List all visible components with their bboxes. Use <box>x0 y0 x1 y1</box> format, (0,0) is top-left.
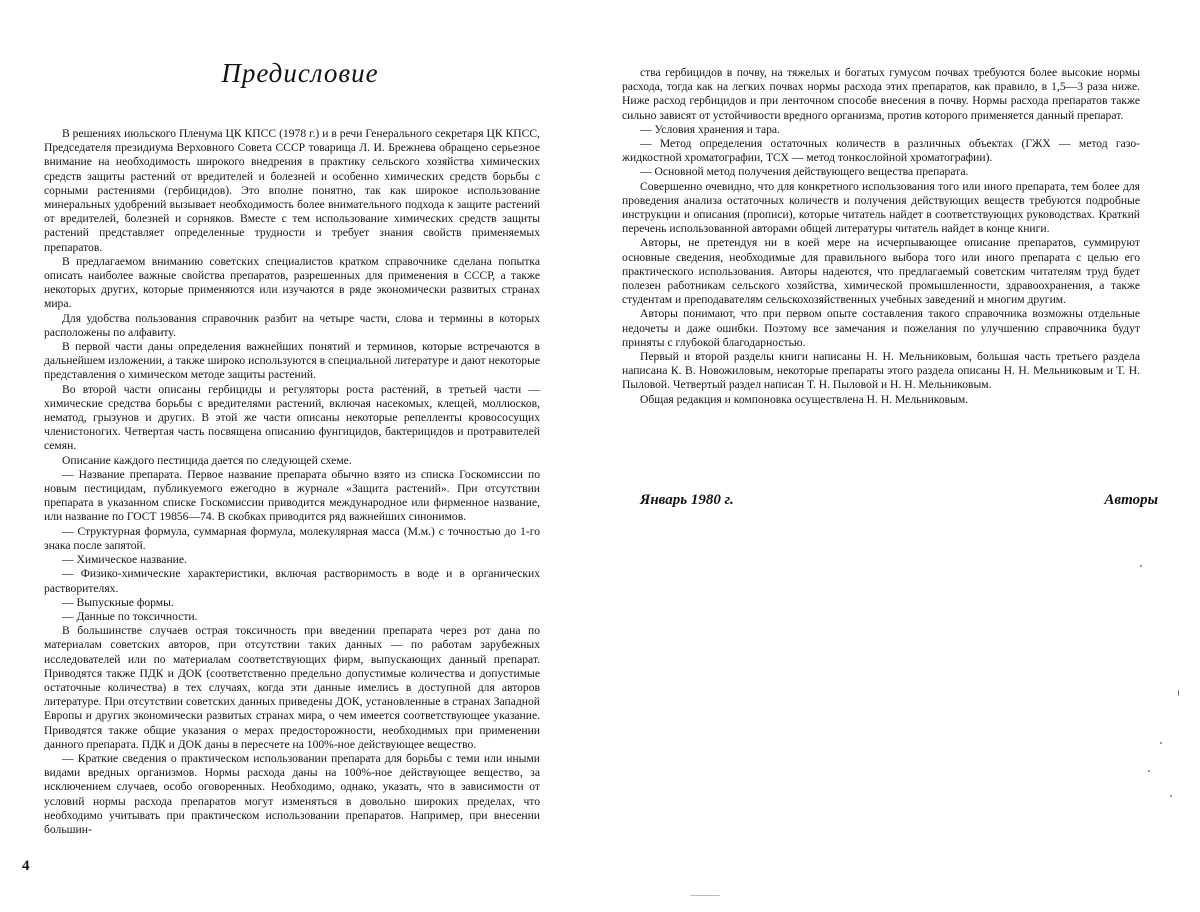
paragraph: Общая редакция и компоновка осуществлена Н. Н. Мельниковым. <box>640 392 969 406</box>
right-text-column <box>622 66 1140 407</box>
paragraph: Совершенно очевидно, что для конкретного использования того или иного препарата, тем более для проведения анализа остаточных количеств и получения действующих веществ требуются подробные инструкции и описания (прописи), которые читатель найдет в соответствующих руководствах. Краткий перечень использованной авторами общей литературы читатель найдет в конце книги. <box>622 179 1140 236</box>
left-text-column <box>44 127 540 837</box>
scan-speck <box>1170 795 1172 797</box>
scan-speck <box>1178 690 1179 696</box>
right-page <box>600 0 1200 912</box>
paragraph: Авторы понимают, что при первом опыте составления такого справочника возможны отдельные недочеты и даже ошибки. Поэтому все замечания и пожелания по улучшению справочника будут приняты с глубокой благодарностью. <box>622 307 1140 349</box>
scan-speck <box>1160 742 1162 744</box>
paragraph: ства гербицидов в почву, на тяжелых и богатых гумусом почвах требуются более высокие нормы расхода, тогда как на легких почвах нормы расхода этих препаратов, как правило, в 1,5—3 раза ниже. Ниже расход гербицидов и при ленточном способе внесения в почву. Нормы расхода препаратов также сильно зависят от устойчивости вредного организма, против которого применяется данный препарат. <box>622 66 1140 122</box>
paragraph: — Структурная формула, суммарная формула, молекулярная масса (М.м.) с точностью до 1-го знака после запятой. <box>44 524 540 552</box>
paragraph: В большинстве случаев острая токсичность при введении препарата через рот дана по материалам советских авторов, при отсутствии таких данных — по работам зарубежных исследователей или по материалам соответствующих фирм, выпускающих данный препарат. Приводятся также ПДК и ДОК (соответственно предельно допустимые количества и допустимые остаточные количества) в тех случаях, когда эти данные имелись в доступной для авторов литературе. При отсутствии советских данных приведены ДОК, установленные в странах Западной Европы и других экономически развитых странах мира, о чем имеется соответствующее указание. Приводятся также общие указания о мерах предосторожности, необходимых при применении данного препарата. ПДК и ДОК даны в пересчете на 100%-ное действующее вещество. <box>44 624 540 751</box>
paragraph: — Условия хранения и тара. <box>640 122 780 136</box>
signature-date: Январь 1980 г. <box>640 492 734 508</box>
paragraph: — Химическое название. <box>62 553 187 567</box>
paragraph: В решениях июльского Пленума ЦК КПСС (1978 г.) и в речи Генерального секретаря ЦК КПСС, Председателя президиума Верховного Совета СССР товарища Л. И. Брежнева обращено серьезное внимание на необходимость широкого внедрения в практику сельского хозяйства химических средств защиты растений от вредителей и болезней и особенно химических средств борьбы с сорными растениями (гербицидов). Это вполне понятно, так как широкое использование минеральных удобрений вызывает необходимость более внимательного подхода к защите растений от вредителей, болезней и сорняков. Вместе с тем использование химических средств защиты растений представляет определенные трудности и требует знания свойств применяемых препаратов. <box>44 127 540 254</box>
paragraph: — Название препарата. Первое название препарата обычно взято из списка Госкомиссии по новым пестицидам, публикуемого ежегодно в журнале «Защита растений». При отсутствии препарата в указанном списке Госкомиссии приводится международное или фирменное название, или название по ГОСТ 19856—74. В скобках приводится ряд важнейших синонимов. <box>44 467 540 524</box>
page-number: 4 <box>22 858 30 874</box>
scan-speck <box>1140 565 1142 567</box>
paragraph: — Краткие сведения о практическом использовании препарата для борьбы с теми или иными видами вредных организмов. Нормы расхода даны на 100%-ное действующее вещество, за исключением случаев, особо оговоренных. Необходимо, однако, указать, что в зависимости от условий нормы расхода препаратов могут изменяться в довольно широких пределах, что необходимо учитывать при практическом использовании препаратов. Например, при внесении большин- <box>44 751 540 836</box>
paragraph: Для удобства пользования справочник разбит на четыре части, слова и термины в которых расположены по алфавиту. <box>44 311 540 339</box>
paragraph: В предлагаемом вниманию советских специалистов кратком справочнике сделана попытка описать наиболее важные свойства препаратов, разрешенных для применения в СССР, а также некоторых других, которые применяются или изучаются в ряде экономически развитых странах мира. <box>44 254 540 311</box>
paragraph: Описание каждого пестицида дается по следующей схеме. <box>62 453 352 467</box>
scan-speck <box>690 895 720 896</box>
paragraph: — Основной метод получения действующего вещества препарата. <box>640 165 969 179</box>
paragraph: Авторы, не претендуя ни в коей мере на исчерпывающее описание препаратов, суммируют основные сведения, необходимые для правильного выбора того или иного препарата с целью его практического использования. Авторы надеются, что предлагаемый советским читателям труд будет полезен работникам сельского хозяйства, химической промышленности, здравоохранения, а также студентам и преподавателям сельскохозяйственных учебных заведений и многим другим. <box>622 236 1140 307</box>
scan-speck <box>1148 770 1150 772</box>
paragraph: Во второй части описаны гербициды и регуляторы роста растений, в третьей части — химические средства борьбы с вредителями растений, включая насекомых, клещей, моллюсков, нематод, грызунов и других. В этой же части описаны некоторые репелленты кровососущих членистоногих. Четвертая часть посвящена описанию фунгицидов, бактерицидов и протравителей семян. <box>44 382 540 453</box>
paragraph: — Метод определения остаточных количеств в различных объектах (ГЖХ — метод газо-жидкостной хроматографии, ТСХ — метод тонкослойной хроматографии). <box>622 137 1140 165</box>
signature-authors: Авторы <box>1104 492 1158 508</box>
paragraph: — Физико-химические характеристики, включая растворимость в воде и в органических растворителях. <box>44 567 540 595</box>
paragraph: — Выпускные формы. <box>62 595 174 609</box>
paragraph: Первый и второй разделы книги написаны Н. Н. Мельниковым, большая часть третьего раздела написана К. В. Новожиловым, некоторые препараты этого раздела описаны Н. Н. Мельниковым и Т. Н. Пыловой. Четвертый раздел написан Т. Н. Пыловой и Н. Н. Мельниковым. <box>622 350 1140 392</box>
paragraph: В первой части даны определения важнейших понятий и терминов, которые встречаются в дальнейшем изложении, а также широко используются в специальной литературе и дают некоторые представления о химическом методе защиты растений. <box>44 340 540 382</box>
page-title: Предисловие <box>221 58 379 88</box>
paragraph: — Данные по токсичности. <box>62 609 198 623</box>
